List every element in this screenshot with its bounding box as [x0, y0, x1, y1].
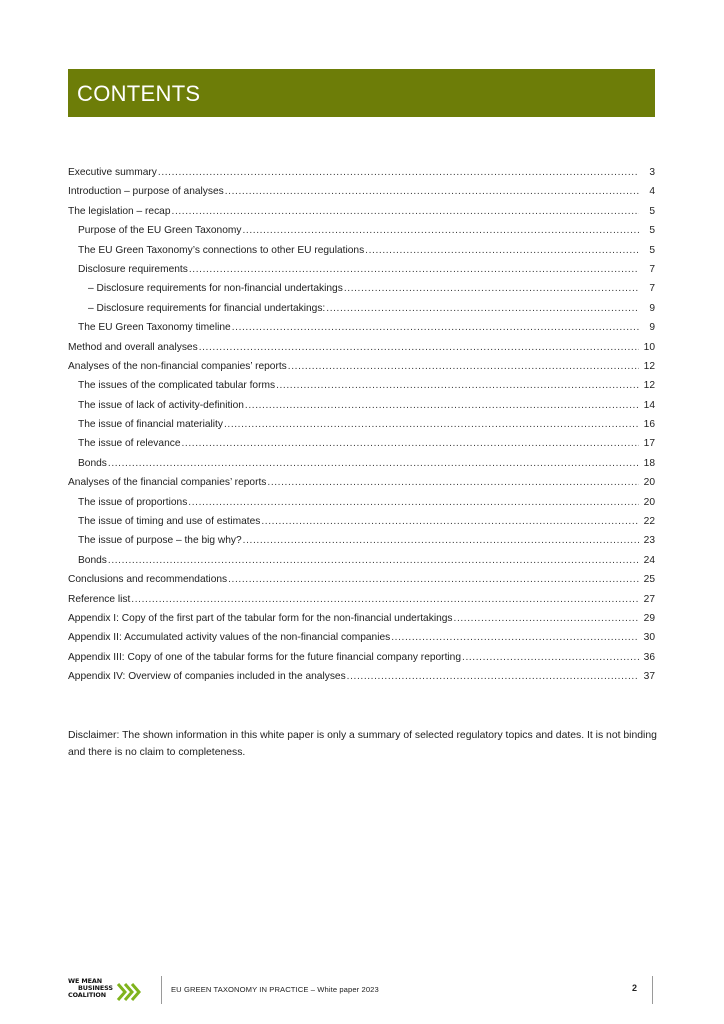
toc-entry[interactable]: [68, 570, 655, 589]
disclaimer-text: Disclaimer: The shown information in this white paper is only a summary of selected regulatory topics and dates. It is not binding and there is no claim to completeness.: [68, 730, 657, 758]
toc-entry[interactable]: [68, 279, 655, 298]
toc-leader-dots: [343, 279, 639, 298]
toc-leader-dots: [244, 396, 639, 415]
toc-entry-title: Purpose of the EU Green Taxonomy: [78, 225, 242, 237]
toc-entry-page: 4: [649, 186, 655, 198]
toc-leader-dots: [346, 667, 639, 686]
toc-entry-title: Appendix III: Copy of one of the tabular forms for the future financial company reporting: [68, 651, 462, 663]
toc-entry-page: 25: [643, 574, 655, 586]
page-footer: [0, 970, 724, 1010]
toc-entry-title: The issue of proportions: [78, 496, 188, 508]
toc-entry[interactable]: [68, 357, 655, 376]
logo-chevrons-icon: [116, 982, 142, 1002]
toc-entry-title: – Disclosure requirements for non-financial undertakings: [88, 283, 343, 295]
toc-leader-dots: [390, 628, 639, 647]
logo-line-1: WE MEAN: [68, 977, 102, 985]
toc-entry[interactable]: [68, 241, 655, 260]
toc-entry-title: Bonds: [78, 457, 107, 469]
toc-entry-page: 14: [643, 399, 655, 411]
toc-entry-title: The legislation – recap: [68, 205, 171, 217]
table-of-contents: [68, 163, 655, 687]
logo-wordmark: [68, 978, 113, 1000]
toc-entry[interactable]: [68, 376, 655, 395]
toc-entry-page: 22: [643, 516, 655, 528]
toc-entry-title: The issue of relevance: [78, 438, 181, 450]
toc-entry-title: The issue of purpose – the big why?: [78, 535, 242, 547]
toc-leader-dots: [461, 648, 639, 667]
toc-entry[interactable]: [68, 338, 655, 357]
toc-leader-dots: [157, 163, 639, 182]
footer-page-number: 2: [632, 983, 638, 993]
toc-entry-page: 16: [643, 419, 655, 431]
page-title: CONTENTS: [77, 81, 201, 106]
toc-entry-page: 10: [643, 341, 655, 353]
toc-entry-page: 20: [643, 477, 655, 489]
toc-entry-title: Reference list: [68, 593, 131, 605]
toc-entry-page: 24: [643, 554, 655, 566]
toc-entry[interactable]: [68, 628, 655, 647]
toc-entry-page: 5: [649, 244, 655, 256]
toc-entry[interactable]: [68, 473, 655, 492]
toc-entry-page: 27: [643, 593, 655, 605]
footer-right-rule: [652, 976, 653, 1004]
toc-entry-page: 7: [649, 263, 655, 275]
toc-entry-page: 7: [649, 283, 655, 295]
toc-entry[interactable]: [68, 318, 655, 337]
toc-leader-dots: [107, 551, 639, 570]
toc-leader-dots: [198, 338, 639, 357]
toc-entry-page: 36: [643, 651, 655, 663]
toc-entry[interactable]: [68, 590, 655, 609]
toc-entry[interactable]: [68, 454, 655, 473]
footer-divider: [161, 976, 162, 1004]
toc-entry[interactable]: [68, 493, 655, 512]
toc-entry[interactable]: [68, 396, 655, 415]
toc-entry[interactable]: [68, 415, 655, 434]
contents-header-band: [68, 69, 655, 117]
toc-entry-title: Appendix I: Copy of the first part of the tabular form for the non-financial undertakings: [68, 612, 453, 624]
toc-leader-dots: [242, 531, 639, 550]
toc-entry-page: 5: [649, 205, 655, 217]
toc-entry-page: 37: [643, 671, 655, 683]
toc-entry-page: 23: [643, 535, 655, 547]
toc-entry[interactable]: [68, 609, 655, 628]
toc-entry-title: The issue of timing and use of estimates: [78, 516, 261, 528]
toc-entry[interactable]: [68, 512, 655, 531]
toc-entry-title: The issue of lack of activity-definition: [78, 399, 244, 411]
toc-leader-dots: [266, 473, 639, 492]
toc-entry-title: Bonds: [78, 554, 107, 566]
toc-entry-page: 17: [643, 438, 655, 450]
toc-entry[interactable]: [68, 667, 655, 686]
toc-entry-page: 9: [649, 322, 655, 334]
toc-leader-dots: [325, 299, 639, 318]
toc-entry-title: The EU Green Taxonomy’s connections to other EU regulations: [78, 244, 365, 256]
toc-entry[interactable]: [68, 551, 655, 570]
toc-entry[interactable]: [68, 182, 655, 201]
footer-document-title: EU GREEN TAXONOMY IN PRACTICE – White paper 2023: [171, 985, 379, 994]
toc-leader-dots: [364, 241, 639, 260]
toc-entry-title: The issue of financial materiality: [78, 419, 223, 431]
toc-leader-dots: [188, 260, 639, 279]
toc-entry[interactable]: [68, 531, 655, 550]
toc-entry[interactable]: [68, 648, 655, 667]
toc-entry[interactable]: [68, 163, 655, 182]
toc-entry-page: 30: [643, 632, 655, 644]
toc-entry[interactable]: [68, 434, 655, 453]
toc-leader-dots: [130, 590, 639, 609]
toc-leader-dots: [287, 357, 639, 376]
toc-entry-title: Analyses of the financial companies’ reports: [68, 477, 267, 489]
logo-line-2: BUSINESS: [78, 984, 113, 993]
toc-leader-dots: [260, 512, 639, 531]
toc-entry-page: 5: [649, 225, 655, 237]
toc-entry-title: Appendix II: Accumulated activity values of the non-financial companies: [68, 632, 391, 644]
toc-entry-title: Appendix IV: Overview of companies included in the analyses: [68, 671, 346, 683]
toc-leader-dots: [223, 415, 639, 434]
toc-entry[interactable]: [68, 221, 655, 240]
toc-entry[interactable]: [68, 260, 655, 279]
toc-entry-page: 9: [649, 302, 655, 314]
toc-entry-title: The EU Green Taxonomy timeline: [78, 322, 231, 334]
toc-entry-title: Conclusions and recommendations: [68, 574, 228, 586]
toc-leader-dots: [231, 318, 639, 337]
logo-line-3: COALITION: [68, 991, 106, 1000]
toc-entry-title: The issues of the complicated tabular forms: [78, 380, 276, 392]
toc-leader-dots: [187, 493, 639, 512]
toc-leader-dots: [171, 202, 639, 221]
toc-leader-dots: [275, 376, 639, 395]
toc-entry-title: Method and overall analyses: [68, 341, 198, 353]
toc-leader-dots: [241, 221, 639, 240]
toc-leader-dots: [107, 454, 639, 473]
toc-entry-title: Analyses of the non-financial companies’ reports: [68, 360, 287, 372]
toc-leader-dots: [224, 182, 639, 201]
toc-entry-title: Introduction – purpose of analyses: [68, 186, 224, 198]
toc-entry-title: – Disclosure requirements for financial undertakings:: [88, 302, 326, 314]
toc-entry-page: 20: [643, 496, 655, 508]
toc-leader-dots: [181, 434, 640, 453]
toc-entry[interactable]: [68, 202, 655, 221]
toc-entry-page: 12: [643, 380, 655, 392]
toc-entry-page: 12: [643, 360, 655, 372]
toc-entry[interactable]: [68, 299, 655, 318]
toc-entry-title: Executive summary: [68, 167, 157, 178]
we-mean-business-logo: [68, 978, 146, 1008]
toc-leader-dots: [453, 609, 639, 628]
toc-entry-page: 18: [643, 457, 655, 469]
toc-entry-title: Disclosure requirements: [78, 263, 188, 275]
toc-entry-page: 29: [643, 612, 655, 624]
toc-leader-dots: [227, 570, 639, 589]
toc-entry-page: 3: [649, 167, 655, 178]
